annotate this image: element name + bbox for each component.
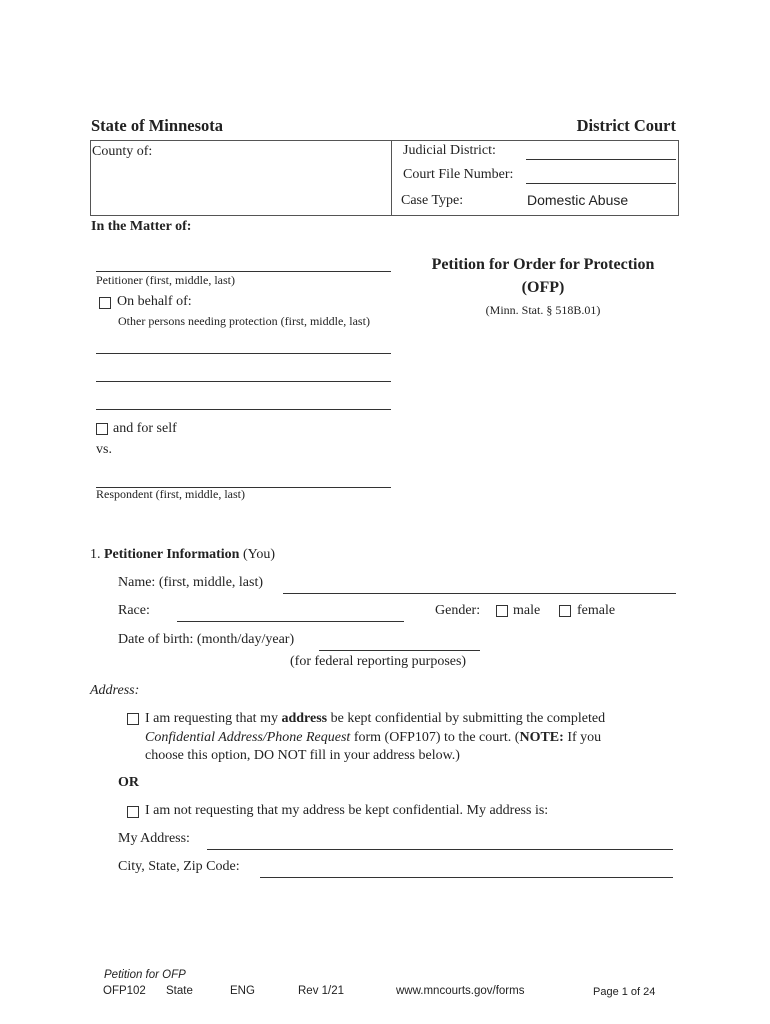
confidential-pre: I am requesting that my [145, 711, 278, 726]
footer-level: State [166, 985, 193, 997]
section-title: Petitioner Information [104, 547, 240, 562]
other-person-field-3[interactable] [96, 409, 391, 410]
petitioner-name-input[interactable] [283, 593, 676, 594]
confidential-line3: choose this option, DO NOT fill in your address below.) [145, 748, 460, 763]
city-input[interactable] [260, 877, 673, 878]
footer-url[interactable]: www.mncourts.gov/forms [396, 985, 525, 997]
on-behalf-checkbox[interactable] [99, 297, 111, 309]
confidential-post: be kept confidential by submitting the completed [330, 711, 606, 726]
footer-lang: ENG [230, 985, 255, 997]
name-label: Name: (first, middle, last) [118, 575, 264, 590]
city-label: City, State, Zip Code: [118, 859, 240, 874]
male-checkbox[interactable] [496, 605, 508, 617]
female-label: female [577, 603, 616, 618]
judicial-district-field[interactable] [526, 159, 676, 160]
other-person-field-1[interactable] [96, 353, 391, 354]
statute-ref: (Minn. Stat. § 518B.01) [485, 303, 601, 317]
note-rest: If you [567, 729, 602, 745]
footer-page: Page 1 of 24 [593, 986, 656, 998]
confidential-form-name: Confidential Address/Phone Request [145, 729, 351, 745]
other-persons-caption: Other persons needing protection (first, middle, last) [118, 314, 370, 328]
confidential-text [145, 710, 665, 766]
footer-rev: Rev 1/21 [298, 985, 345, 997]
address-label: Address: [90, 683, 140, 698]
caption-divider [391, 141, 392, 215]
or-label: OR [118, 775, 139, 790]
section-number: 1. [90, 547, 101, 562]
female-checkbox[interactable] [559, 605, 571, 617]
in-matter-of: In the Matter of: [91, 219, 192, 234]
not-confidential-checkbox[interactable] [127, 806, 139, 818]
court-file-field[interactable] [526, 183, 676, 184]
vs-label: vs. [96, 442, 112, 457]
case-type-value: Domestic Abuse [527, 192, 629, 208]
section-suffix: (You) [242, 547, 275, 562]
and-for-self-label: and for self [113, 421, 177, 436]
dob-label: Date of birth: (month/day/year) [118, 632, 295, 647]
male-label: male [513, 603, 541, 618]
confidential-checkbox[interactable] [127, 713, 139, 725]
my-address-input[interactable] [207, 849, 673, 850]
race-input[interactable] [177, 621, 404, 622]
respondent-caption: Respondent (first, middle, last) [96, 487, 245, 501]
and-for-self-checkbox[interactable] [96, 423, 108, 435]
on-behalf-label: On behalf of: [117, 294, 192, 309]
not-confidential-text: I am not requesting that my address be kept confidential. My address is: [145, 803, 549, 818]
note-label: NOTE: [519, 729, 564, 745]
petition-title: Petition for Order for Protection [431, 256, 655, 273]
court-title: District Court [576, 116, 676, 135]
race-label: Race: [118, 603, 150, 618]
other-person-field-2[interactable] [96, 381, 391, 382]
my-address-label: My Address: [118, 831, 190, 846]
dob-input[interactable] [319, 650, 480, 651]
case-type-label: Case Type: [401, 193, 464, 208]
state-title: State of Minnesota [91, 116, 223, 135]
petition-title-abbrev: (OFP) [521, 279, 565, 296]
federal-note: (for federal reporting purposes) [290, 654, 467, 669]
petitioner-name-field[interactable] [96, 271, 391, 272]
court-file-label: Court File Number: [403, 167, 514, 182]
petitioner-caption: Petitioner (first, middle, last) [96, 273, 235, 287]
section-1-heading [90, 547, 275, 563]
confidential-form-rest: form (OFP107) to the court. ( [353, 729, 520, 745]
gender-label: Gender: [435, 603, 481, 618]
footer-form-title: Petition for OFP [104, 969, 186, 981]
county-label: County of: [92, 144, 153, 159]
judicial-district-label: Judicial District: [403, 143, 496, 158]
confidential-bold: address [281, 711, 328, 726]
footer-form-id: OFP102 [103, 985, 146, 997]
